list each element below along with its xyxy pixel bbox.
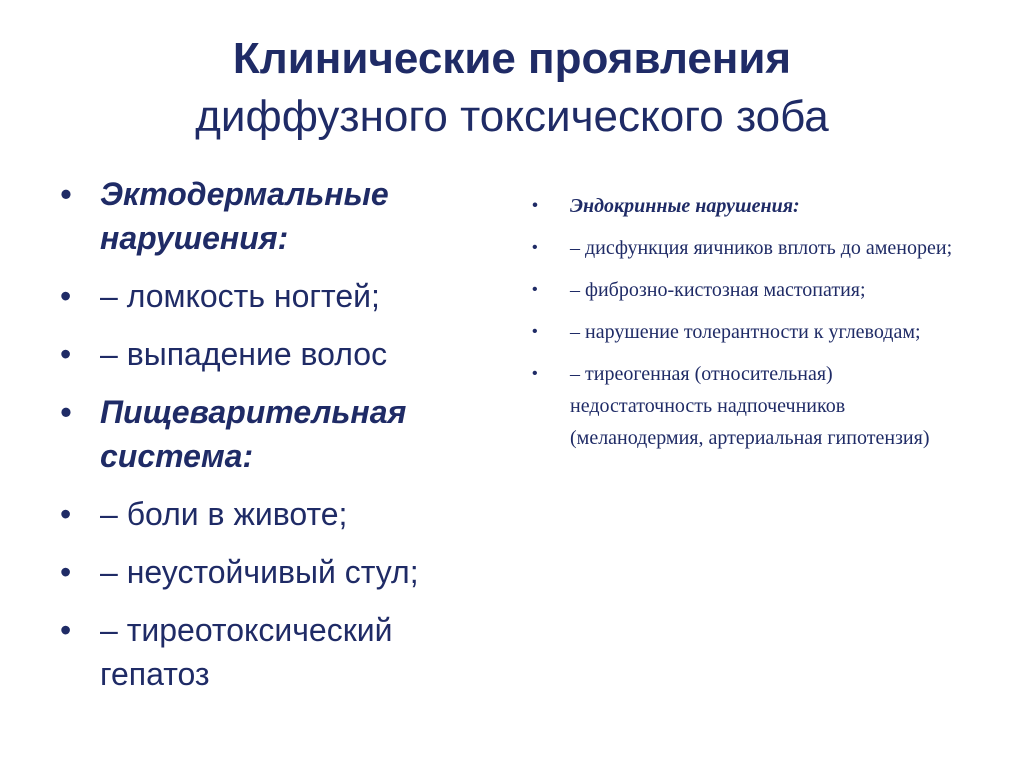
bullet-icon: •: [532, 197, 538, 214]
bullet-icon: •: [60, 496, 72, 532]
list-item-text: – тиреогенная (относительная) недостаточность надпочечников (меланодермия, артериальная гипотензия): [570, 363, 930, 449]
list-item-text: – нарушение толерантности к углеводам;: [570, 321, 921, 343]
list-item-text: – фиброзно-кистозная мастопатия;: [570, 279, 866, 301]
bullet-icon: •: [60, 612, 72, 648]
slide-title-line1: Клинические проявления: [232, 34, 792, 83]
bullet-icon: •: [60, 554, 72, 590]
list-item-text: – ломкость ногтей;: [100, 278, 380, 314]
list-item-text: – неустойчивый стул;: [100, 554, 419, 590]
list-item: [528, 190, 978, 222]
list-item-text: – выпадение волос: [100, 336, 388, 372]
list-item: [528, 232, 978, 264]
list-item: [60, 492, 500, 536]
list-item: [528, 358, 978, 454]
list-item: [528, 274, 978, 306]
list-item: [60, 608, 500, 696]
section-heading-endocrine: Эндокринные нарушения:: [570, 195, 800, 217]
list-item-text: – боли в животе;: [100, 496, 348, 532]
section-heading-digestive: Пищеварительная система:: [100, 394, 407, 474]
bullet-icon: •: [532, 239, 538, 256]
list-item: [60, 274, 500, 318]
list-item: [60, 332, 500, 376]
bullet-icon: •: [532, 323, 538, 340]
right-bullet-list: [528, 190, 978, 464]
list-item: [60, 172, 500, 260]
slide-title-line2: диффузного токсического зоба: [195, 92, 829, 141]
bullet-icon: •: [60, 394, 72, 430]
list-item: [60, 550, 500, 594]
list-item-text: – тиреотоксический гепатоз: [100, 612, 393, 692]
list-item: [60, 390, 500, 478]
bullet-icon: •: [60, 336, 72, 372]
bullet-icon: •: [532, 365, 538, 382]
list-item-text: – дисфункция яичников вплоть до аменореи;: [570, 237, 953, 259]
section-heading-ectodermal: Эктодермальные нарушения:: [100, 176, 389, 256]
bullet-icon: •: [532, 281, 538, 298]
list-item: [528, 316, 978, 348]
slide-title: [0, 30, 1024, 146]
bullet-icon: •: [60, 176, 72, 212]
left-bullet-list: [60, 172, 500, 710]
bullet-icon: •: [60, 278, 72, 314]
